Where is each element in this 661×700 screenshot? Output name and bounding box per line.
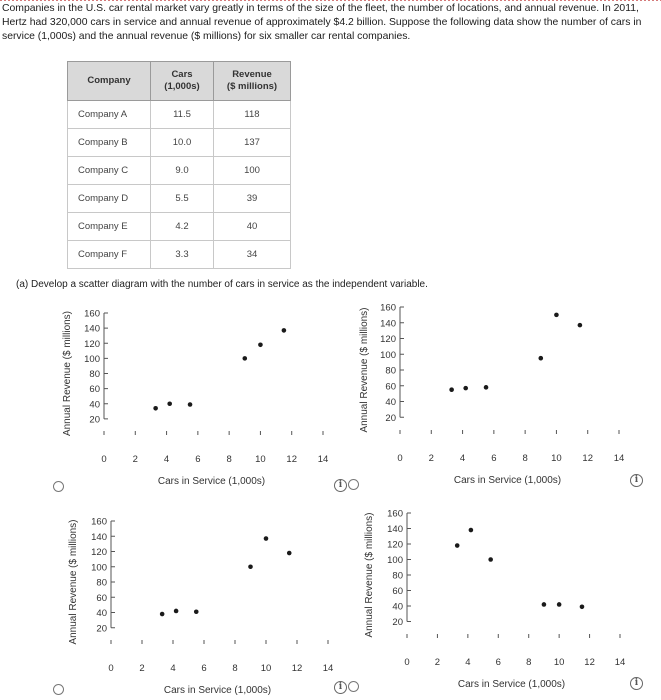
- info-icon[interactable]: i: [630, 677, 643, 690]
- plot-bottom-left-x-tick-label: 6: [201, 663, 207, 674]
- plot-top-left-x-tick-label: 6: [195, 454, 201, 465]
- plot-top-right-point: [578, 323, 583, 328]
- plot-top-right-x-axis-label: Cars in Service (1,000s): [453, 475, 562, 486]
- plot-bottom-right-y-tick-label: 40: [392, 601, 403, 613]
- plot-bottom-left-x-tick-label: 14: [322, 663, 334, 674]
- plot-top-right-x-tick-label: 2: [428, 453, 434, 464]
- plot-top-right-x-tick-label: 14: [613, 453, 625, 464]
- plot-bottom-left-point: [287, 551, 292, 556]
- plot-top-right-x-tick-label: 6: [491, 453, 497, 464]
- option-radio-bottom-right[interactable]: [348, 681, 359, 692]
- cell-revenue: 137: [214, 129, 291, 157]
- cell-revenue: 39: [214, 185, 291, 213]
- plot-top-left-y-tick-label: 60: [89, 384, 100, 396]
- plot-bottom-right-y-tick-label: 160: [387, 508, 403, 520]
- plot-bottom-right-y-tick-label: 120: [387, 539, 403, 551]
- cell-company: Company F: [68, 241, 151, 269]
- plot-top-right-x-tick-label: 4: [459, 453, 466, 464]
- plot-top-right-y-tick-label: 40: [385, 397, 396, 408]
- plot-bottom-right-y-tick-label: 100: [387, 555, 403, 566]
- cell-cars: 10.0: [151, 129, 214, 157]
- info-icon[interactable]: i: [334, 479, 347, 492]
- plot-top-left-y-axis-label: Annual Revenue ($ millions): [62, 310, 73, 437]
- plot-top-right-y-tick-label: 20: [385, 412, 396, 424]
- plot-bottom-left-point: [248, 564, 253, 569]
- plot-bottom-right-x-tick-label: 6: [495, 657, 501, 668]
- cell-company: Company D: [68, 185, 151, 213]
- plot-top-left-point: [282, 328, 287, 333]
- cell-revenue: 118: [214, 101, 291, 129]
- header-revenue-line2: ($ millions): [226, 81, 278, 92]
- plot-bottom-right-x-tick-label: 10: [553, 657, 565, 668]
- header-cars-line2: (1,000s): [164, 81, 200, 92]
- plot-bottom-left-y-axis-label: Annual Revenue ($ millions): [68, 519, 79, 645]
- plot-top-right-x-tick-label: 8: [522, 453, 528, 464]
- plot-top-left-x-tick-label: 14: [317, 454, 329, 465]
- plot-bottom-left-x-tick-label: 8: [232, 663, 238, 674]
- plot-top-right-y-axis-label: Annual Revenue ($ millions): [359, 307, 370, 433]
- plot-bottom-left-y-tick-label: 140: [91, 531, 107, 543]
- header-cars-line1: Cars: [171, 69, 193, 80]
- plot-bottom-left-x-tick-label: 0: [108, 663, 114, 674]
- plot-top-left-y-tick-label: 120: [84, 338, 100, 350]
- plot-top-right-y-tick-label: 80: [385, 365, 396, 377]
- header-revenue-line1: Revenue: [232, 69, 272, 80]
- cell-cars: 4.2: [151, 213, 214, 241]
- plot-top-left-point: [153, 406, 158, 411]
- info-icon[interactable]: i: [334, 681, 347, 694]
- plot-bottom-left-x-axis-label: Cars in Service (1,000s): [163, 685, 272, 696]
- plot-bottom-right-y-tick-label: 80: [392, 570, 403, 582]
- plot-top-left-y-tick-label: 140: [84, 323, 100, 335]
- plot-bottom-right-x-tick-label: 4: [465, 657, 471, 668]
- plot-bottom-left-y-tick-label: 60: [96, 592, 107, 604]
- plot-top-right-x-tick-label: 12: [582, 453, 594, 464]
- plot-top-left-x-tick-label: 4: [163, 454, 170, 465]
- plot-bottom-left-point: [174, 609, 179, 614]
- plot-bottom-right-x-tick-label: 0: [404, 657, 410, 668]
- plot-bottom-right-x-axis-label: Cars in Service (1,000s): [457, 679, 566, 690]
- plot-bottom-left-x-tick-label: 4: [170, 663, 176, 674]
- plot-bottom-right-y-tick-label: 60: [392, 586, 403, 597]
- plot-bottom-left-y-tick-label: 40: [96, 608, 107, 619]
- plot-top-left-x-tick-label: 0: [101, 454, 107, 465]
- plot-top-left-point: [258, 342, 263, 347]
- cell-cars: 11.5: [151, 101, 214, 129]
- plot-top-left-y-tick-label: 100: [84, 353, 100, 365]
- plot-bottom-right-point: [557, 602, 562, 607]
- plot-top-right-x-tick-label: 10: [551, 453, 562, 464]
- plot-top-left-x-tick-label: 8: [226, 454, 232, 465]
- option-radio-bottom-left[interactable]: [53, 684, 64, 695]
- plot-bottom-right-x-tick-label: 12: [584, 657, 595, 668]
- plot-bottom-left-y-tick-label: 120: [91, 547, 107, 558]
- plot-bottom-right-y-tick-label: 20: [392, 617, 403, 628]
- plot-top-left-y-tick-label: 20: [89, 414, 100, 426]
- plot-top-right-x-tick-label: 0: [397, 453, 403, 464]
- plot-top-left-y-tick-label: 80: [89, 369, 100, 380]
- plot-top-left-y-tick-label: 160: [84, 308, 100, 320]
- plot-bottom-left-point: [264, 536, 269, 541]
- plot-top-right-point: [554, 313, 559, 318]
- plot-top-left-x-axis-label: Cars in Service (1,000s): [157, 476, 266, 487]
- plot-bottom-right-point: [580, 604, 585, 609]
- plot-bottom-left-y-tick-label: 80: [96, 577, 107, 589]
- plot-bottom-right-x-tick-label: 14: [614, 657, 626, 668]
- plot-top-left-point: [188, 402, 193, 407]
- plot-bottom-right-x-tick-label: 2: [434, 657, 441, 668]
- plot-top-left-y-tick-label: 40: [89, 399, 100, 411]
- plot-top-left-x-tick-label: 10: [255, 454, 266, 465]
- cell-company: Company C: [68, 157, 151, 185]
- cell-company: Company E: [68, 213, 151, 241]
- plot-top-right-point: [449, 387, 454, 392]
- plot-top-right-y-tick-label: 140: [380, 318, 396, 330]
- plot-top-right-point: [538, 356, 543, 361]
- header-company: Company: [68, 62, 151, 101]
- cell-revenue: 40: [214, 213, 291, 241]
- question-a: (a) Develop a scatter diagram with the number of cars in service as the independent variable.: [16, 279, 428, 290]
- plot-top-right-point: [484, 385, 489, 390]
- plot-top-right-y-tick-label: 160: [380, 302, 396, 314]
- cell-company: Company B: [68, 129, 151, 157]
- cell-revenue: 100: [214, 157, 291, 185]
- cell-cars: 3.3: [151, 241, 214, 269]
- plot-bottom-right-x-tick-label: 8: [526, 657, 532, 668]
- plot-bottom-left-point: [194, 609, 199, 614]
- plot-bottom-right-y-axis-label: Annual Revenue ($ millions): [364, 512, 375, 638]
- plot-bottom-left-point: [160, 612, 165, 617]
- plot-bottom-right-point: [542, 602, 547, 607]
- plot-bottom-right-point: [488, 557, 493, 562]
- plot-bottom-right-point: [469, 528, 474, 533]
- option-radio-top-left[interactable]: [53, 481, 64, 492]
- plot-bottom-right-point: [455, 543, 460, 548]
- plot-bottom-left-y-tick-label: 160: [91, 516, 107, 528]
- plot-bottom-right-y-tick-label: 140: [387, 524, 403, 535]
- plot-bottom-left-y-tick-label: 100: [91, 562, 107, 574]
- plot-top-right-y-tick-label: 100: [380, 349, 396, 361]
- option-radio-top-right[interactable]: [348, 479, 359, 490]
- plot-top-right-y-tick-label: 60: [385, 381, 396, 393]
- cell-cars: 9.0: [151, 157, 214, 185]
- cell-revenue: 34: [214, 241, 291, 269]
- plot-top-left-x-tick-label: 12: [286, 454, 298, 465]
- plot-top-left-x-tick-label: 2: [132, 454, 138, 465]
- plot-bottom-left-x-tick-label: 12: [291, 663, 303, 674]
- info-icon[interactable]: i: [630, 474, 643, 487]
- cell-cars: 5.5: [151, 185, 214, 213]
- plot-bottom-left-y-tick-label: 20: [96, 623, 107, 635]
- plot-top-left-point: [167, 401, 172, 406]
- plot-top-right-y-tick-label: 120: [380, 334, 396, 345]
- problem-statement: Companies in the U.S. car rental market vary greatly in terms of the size of the fleet, the number of locations, and annual revenue. In 2011, Hertz had 320,000 cars in service and annual revenue of approximately $4.2 billion. Suppose the following data show the number of cars in service (1,000s) and the annual revenue ($ millions) for six smaller car rental companies.: [2, 3, 642, 42]
- plot-top-left-point: [242, 356, 247, 361]
- plot-bottom-left-x-tick-label: 2: [139, 663, 145, 674]
- plot-bottom-left-x-tick-label: 10: [260, 663, 272, 674]
- plot-top-right-point: [463, 386, 468, 391]
- cell-company: Company A: [68, 101, 151, 129]
